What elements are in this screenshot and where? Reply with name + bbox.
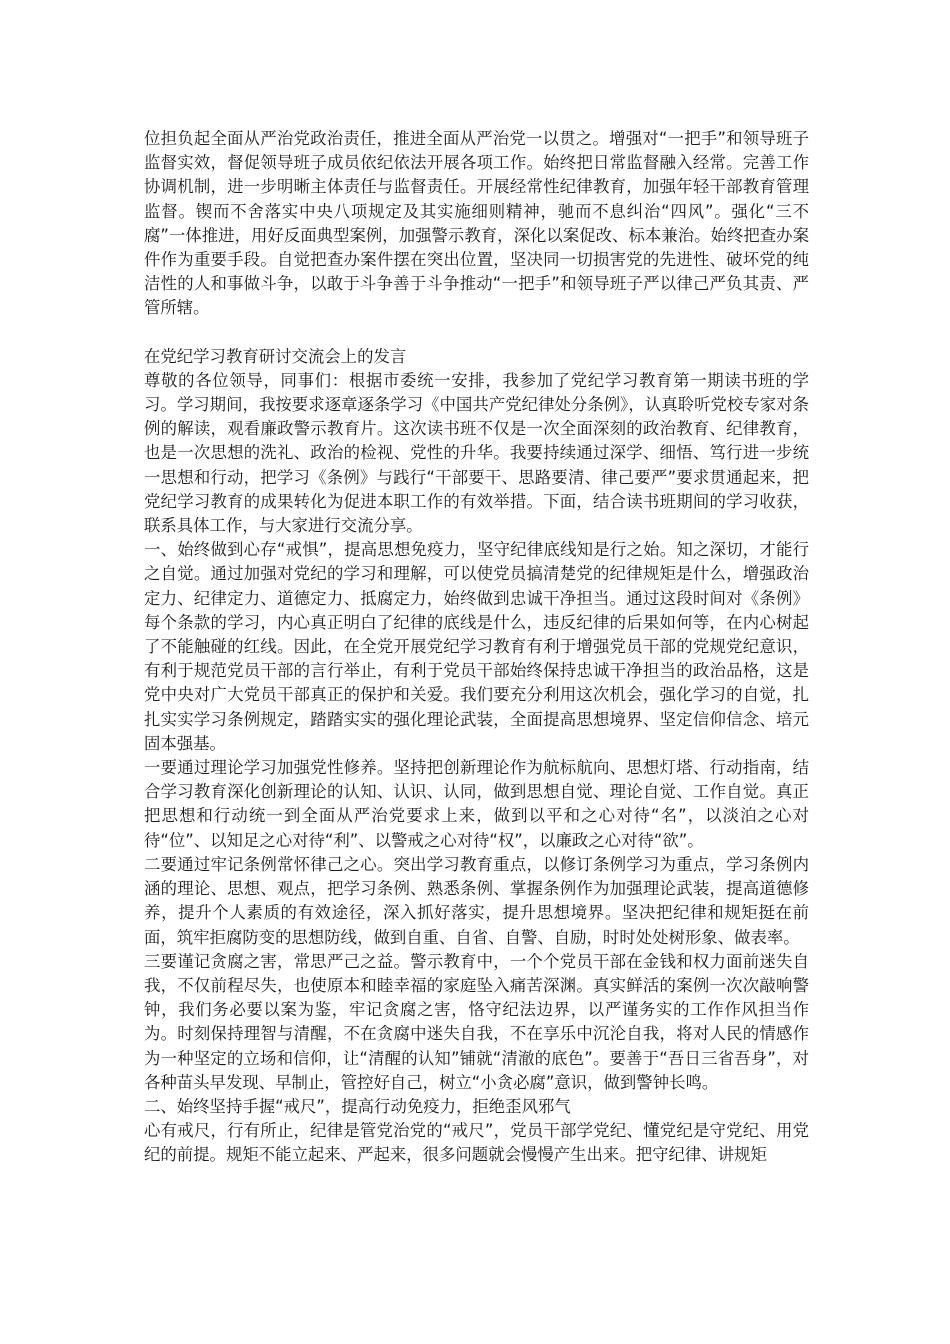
paragraph-point-2: 二要通过牢记条例常怀律己之心。突出学习教育重点，以修订条例学习为重点，学习条例内涵的理论、思想、观点，把学习条例、熟悉条例、掌握条例作为加强理论武装，提高道德修养，提升个人素质的有效途径，深入抓好落实，提升思想境界。坚决把纪律和规矩挺在前面，筑牢拒腐防变的思想防线，做到自重、自省、自警、自励，时时处处树形象、做表率。: [144, 854, 809, 947]
document-page: [144, 127, 809, 1168]
paragraph-point-3: 三要谨记贪腐之害，常思严己之益。警示教育中，一个个党员干部在金钱和权力面前迷失自我，不仅前程尽失，也使原本和睦幸福的家庭坠入痛苦深渊。真实鲜活的案例一次次敲响警钟，我们务必要以案为鉴，牢记贪腐之害，恪守纪法边界，以严谨务实的工作作风担当作为。时刻保持理智与清醒，不在贪腐中迷失自我，不在享乐中沉沦自我，将对人民的情感作为一种坚定的立场和信仰，让“清醒的认知”铺就“清澈的底色”。要善于“吾日三省吾身”，对各种苗头早发现、早制止，管控好自己，树立“小贪必腐”意识，做到警钟长鸣。: [144, 951, 809, 1092]
paragraph-continued: 位担负起全面从严治党政治责任，推进全面从严治党一以贯之。增强对“一把手”和领导班子监督实效，督促领导班子成员依纪依法开展各项工作。始终把日常监督融入经常。完善工作协调机制，进一步明晰主体责任与监督责任。开展经常性纪律教育，加强年轻干部教育管理监督。锲而不舍落实中央八项规定及其实施细则精神，驰而不息纠治“四风”。强化“三不腐”一体推进，用好反面典型案例，加强警示教育，深化以案促改、标本兼治。始终把查办案件作为重要手段。自觉把查办案件摆在突出位置，坚决同一切损害党的先进性、破坏党的纯洁性的人和事做斗争，以敢于斗争善于斗争推动“一把手”和领导班子严以律己严负其责、严管所辖。: [144, 129, 809, 318]
document-title: 在党纪学习教育研讨交流会上的发言: [144, 346, 407, 366]
blank-line: [144, 321, 809, 345]
paragraph-point-1: 一要通过理论学习加强党性修养。坚持把创新理论作为航标航向、思想灯塔、行动指南，结合学习教育深化创新理论的认知、认识、认同，做到思想自觉、理论自觉、工作自觉。真正把思想和行动统一到全面从严治党要求上来，做到以平和之心对待“名”，以淡泊之心对待“位”、以知足之心对待“利”、以警戒之心对待“权”，以廉政之心对待“欲”。: [144, 758, 809, 850]
section-2-heading: 二、始终坚持手握“戒尺”，提高行动免疫力，拒绝歪风邪气: [144, 1096, 571, 1116]
paragraph-section-1: 一、始终做到心存“戒惧”，提高思想免疫力，坚守纪律底线知是行之始。知之深切，才能行之自觉。通过加强对党纪的学习和理解，可以使党员搞清楚党的纪律规矩是什么，增强政治定力、纪律定力、道德定力、抵腐定力，始终做到忠诚干净担当。通过这段时间对《条例》每个条款的学习，内心真正明白了纪律的底线是什么，违反纪律的后果如何等，在内心树起了不能触碰的红线。因此，在全党开展党纪学习教育有利于增强党员干部的党规党纪意识，有利于规范党员干部的言行举止，有利于党员干部始终保持忠诚干净担当的政治品格，这是党中央对广大党员干部真正的保护和关爱。我们要充分利用这次机会，强化学习的自觉，扎扎实实学习条例规定，踏踏实实的强化理论武装，全面提高思想境界、坚定信仰信念、培元固本强基。: [144, 540, 809, 753]
paragraph-section-2: 心有戒尺，行有所止，纪律是管党治党的“戒尺”，党员干部学党纪、懂党纪是守党纪、用党纪的前提。规矩不能立起来、严起来，很多问题就会慢慢产生出来。把守纪律、讲规矩: [144, 1121, 809, 1165]
paragraph-greeting: 尊敬的各位领导，同事们：根据市委统一安排，我参加了党纪学习教育第一期读书班的学习。学习期间，我按要求逐章逐条学习《中国共产党纪律处分条例》，认真聆听党校专家对条例的解读，观看廉政警示教育片。这次读书班不仅是一次全面深刻的政治教育、纪律教育，也是一次思想的洗礼、政治的检视、党性的升华。我要持续通过深学、细悟、笃行进一步统一思想和行动，把学习《条例》与践行“干部要干、思路要清、律己要严”要求贯通起来，把党纪学习教育的成果转化为促进本职工作的有效举措。下面，结合读书班期间的学习收获，联系具体工作，与大家进行交流分享。: [144, 370, 809, 536]
